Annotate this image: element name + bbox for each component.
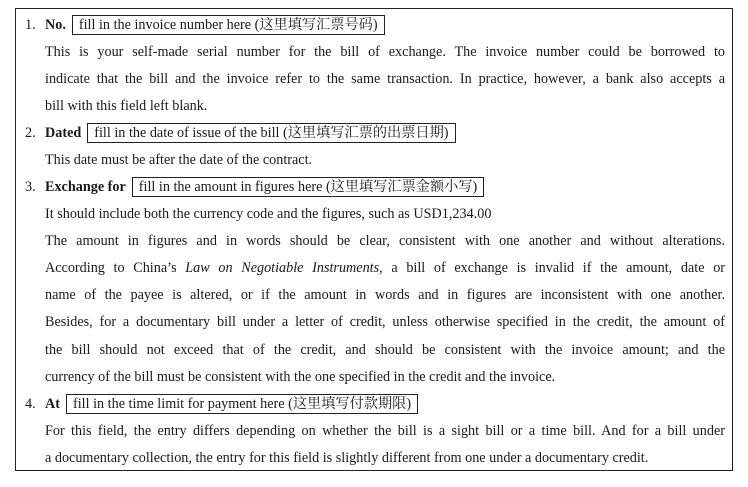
section-4-heading-row [45,394,418,414]
section-3-body-line-4: name of the payee is altered, or if the amount in words and in figures are inconsistent with one another. [45,287,725,303]
section-3-body-line-3-end: , a bill of exchange is invalid if the amount, date or [379,260,726,276]
section-3-body-line-3-start: According to China’s [45,260,186,276]
section-1-field-box: fill in the invoice number here (这里填写汇票号码) [72,15,385,35]
section-3-heading: Exchange for [45,179,126,195]
section-3-body-line-5: Besides, for a documentary bill under a letter of credit, unless otherwise specified in the credit, the amount of [45,314,725,330]
section-3-body-line-1: It should include both the currency code and the figures, such as USD1,234.00 [45,206,492,222]
section-4-heading: At [45,396,60,412]
section-4-field-box: fill in the time limit for payment here (这里填写付款期限) [66,394,418,414]
section-3-number: 3. [25,179,36,195]
section-1-number: 1. [25,17,36,33]
section-4-number: 4. [25,396,36,412]
section-3-body-line-6: the bill should not exceed that of the credit, and should be consistent with the invoice amount; and the [45,342,725,358]
section-4-body-line-2: a documentary collection, the entry for this field is slightly different from one under a documentary credit. [45,450,649,466]
section-3-field-box: fill in the amount in figures here (这里填写汇票金额小写) [132,177,484,197]
section-3-heading-row [45,177,484,197]
section-1-body-line-2: indicate that the bill and the invoice refer to the same transaction. In practice, however, a bank also accepts a [45,71,725,87]
section-2-field-box: fill in the date of issue of the bill (这里填写汇票的出票日期) [87,123,455,143]
section-1-heading: No. [45,17,66,33]
law-title: Law on Negotiable Instruments [185,260,380,276]
section-1-body-line-1: This is your self-made serial number for the bill of exchange. The invoice number could be borrowed to [45,44,725,60]
section-4-body-line-1: For this field, the entry differs depending on whether the bill is a sight bill or a time bill. And for a bill under [45,423,725,439]
section-2-number: 2. [25,125,36,141]
section-3-body-line-3 [45,258,725,278]
section-3-body-line-2: The amount in figures and in words should be clear, consistent with one another and without alterations. [45,233,725,249]
section-2-heading-row [45,123,456,143]
section-2-heading: Dated [45,125,82,141]
section-1-body-line-3: bill with this field left blank. [45,98,208,114]
section-3-body-line-7: currency of the bill must be consistent with the one specified in the credit and the invoice. [45,369,556,385]
section-2-body-line-1: This date must be after the date of the contract. [45,152,313,168]
section-1-heading-row [45,15,385,35]
